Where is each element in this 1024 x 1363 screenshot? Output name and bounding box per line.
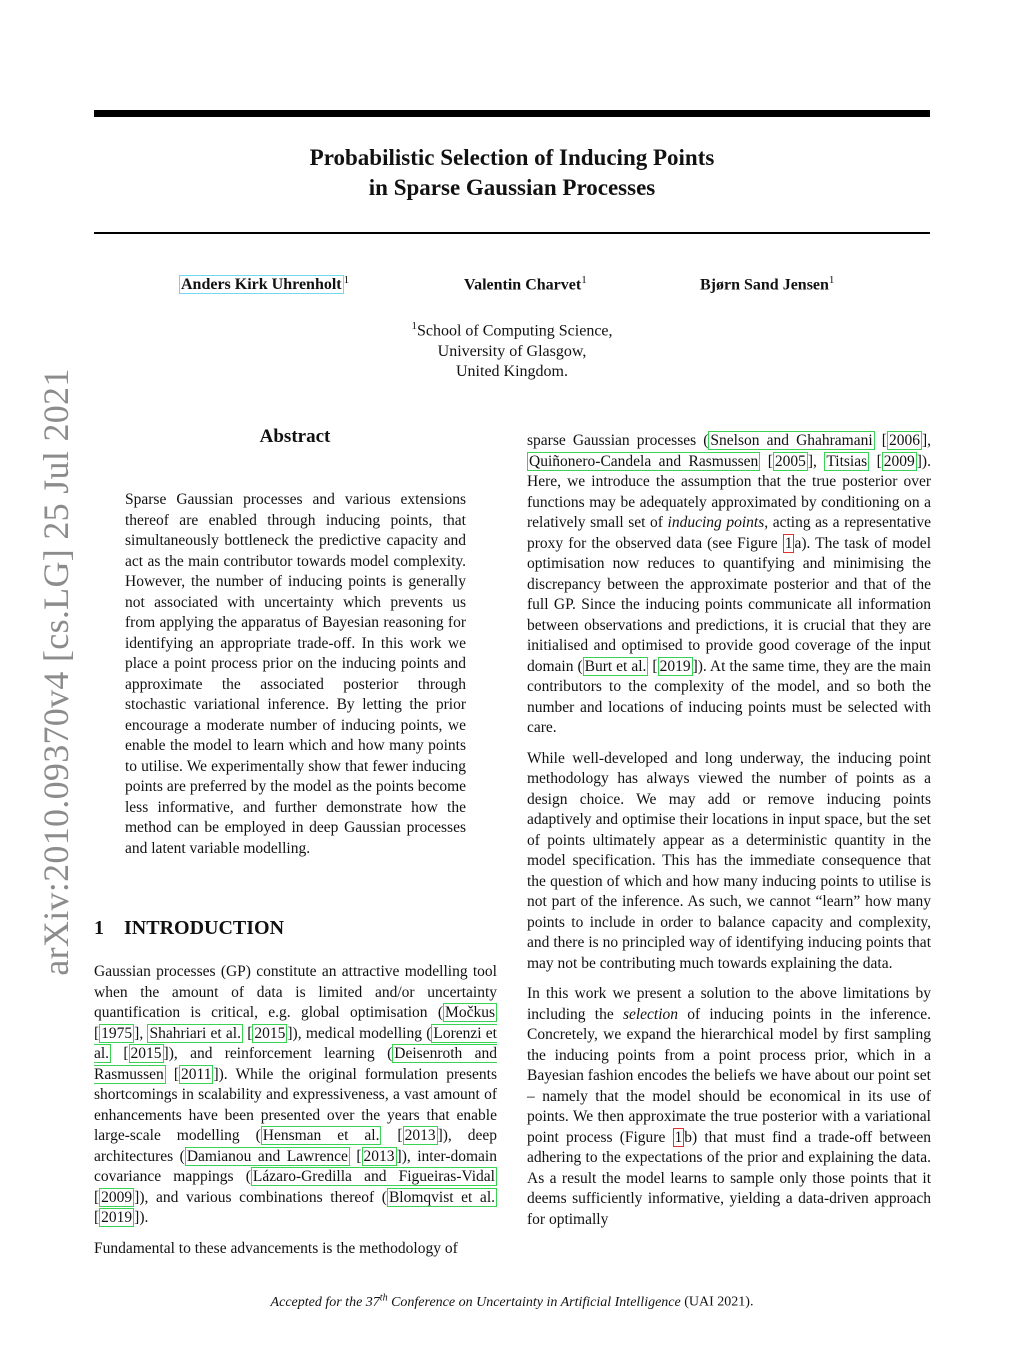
title-line-2: in Sparse Gaussian Processes [368, 175, 656, 200]
citation-link[interactable]: Damianou and Lawrence [186, 1147, 348, 1165]
intro-paragraph-1 [94, 962, 497, 1229]
text-run: [ [874, 432, 887, 449]
citation-link[interactable]: Titsias [826, 452, 868, 470]
figure-ref-link[interactable]: 1 [784, 534, 793, 552]
citation-year-link[interactable]: 2013 [404, 1127, 436, 1144]
author-list [0, 274, 1024, 300]
intro-paragraph-3 [527, 431, 931, 739]
citation-link[interactable]: Quiñonero-Candela and Rasmussen [529, 452, 759, 470]
text-run: of inducing points in the inference. Concretely, we expand the hierarchical model by first sampling the inducing points from a point process prior, which in a Bayesian fashion encodes the beliefs we have about our point set – namely that the model should be economical in its use of points. We then approximate the true posterior with a variational point process (Figure [527, 1005, 931, 1146]
affiliation-line-3: United Kingdom. [456, 363, 568, 381]
citation-year-link[interactable]: 1975 [101, 1024, 133, 1042]
text-run: [ [111, 1045, 129, 1062]
citation-year-link[interactable]: 2009 [883, 452, 915, 470]
text-run: [ [349, 1147, 362, 1165]
citation-year-link[interactable]: 2015 [130, 1045, 162, 1062]
text-run: ], [921, 432, 931, 449]
text-run: ]), deep architectures ( [94, 1127, 498, 1165]
citation-link[interactable]: Močkus [445, 1004, 495, 1021]
text-run: ]). [134, 1209, 149, 1226]
arxiv-side-stamp: arXiv:2010.09370v4 [cs.LG] 25 Jul 2021 [36, 368, 76, 976]
citation-link[interactable]: Lázaro-Gredilla and Figueiras-Vidal [252, 1168, 495, 1185]
paper-title [94, 143, 930, 203]
footer-tail: (UAI 2021). [680, 1294, 754, 1310]
footer-post: Conference on Uncertainty in Artificial Intelligence [387, 1294, 681, 1310]
citation-link[interactable]: Shahriari et al. [149, 1024, 241, 1042]
author-3-sup: 1 [828, 274, 835, 286]
text-run: [ [94, 1188, 100, 1206]
left-column [94, 962, 497, 1269]
text-run: ]), medical modelling ( [287, 1024, 432, 1042]
text-run: ]). Here, we introduce the assumption that the true posterior over functions may be adequately approximated by conditioning on a relatively small set of [527, 452, 931, 531]
affiliation-line-1 [0, 316, 1024, 342]
page-footer [0, 1292, 1024, 1311]
footer-sup: th [379, 1292, 388, 1303]
text-run: b) that must find a trade-off between adhering to the expectations of the prior and explaining the data. As a result the model learns to sample only those points that it deems sufficiently informative, yielding a data-driven approach for optimally [527, 1128, 931, 1228]
text-run: , acting as a representative proxy for the observed data (see Figure [527, 514, 931, 552]
text-run: In this work we present a solution to the above limitations by including the [527, 985, 931, 1023]
author-1-link[interactable]: Anders Kirk Uhrenholt [181, 276, 342, 294]
author-1 [179, 274, 349, 294]
text-run: [ [648, 657, 658, 675]
affiliation-sup: 1 [411, 320, 417, 332]
emphasis: inducing points [667, 514, 765, 531]
citation-year-link[interactable]: 2011 [181, 1065, 212, 1083]
citation-year-link[interactable]: 2015 [254, 1024, 286, 1042]
text-run: [ [760, 452, 773, 470]
footer-pre: Accepted for the 37 [270, 1294, 380, 1310]
citation-link[interactable]: Hensman et al. [262, 1127, 380, 1144]
citation-link[interactable]: Deisenroth and Rasmussen [94, 1045, 497, 1083]
citation-year-link[interactable]: 2019 [101, 1209, 133, 1226]
author-2-name: Valentin Charvet [464, 276, 582, 294]
citation-link[interactable]: Lorenzi et al. [94, 1024, 497, 1062]
text-run: [ [381, 1127, 403, 1144]
abstract-heading: Abstract [259, 426, 331, 447]
text-run: ]), and reinforcement learning ( [163, 1045, 393, 1062]
text-run: sparse Gaussian processes ( [527, 432, 709, 449]
top-rule [94, 110, 930, 117]
affiliation [0, 316, 1024, 383]
author-3 [700, 274, 834, 294]
text-run: ]). At the same time, they are the main contributors to the complexity of the model, and so both the number and locations of inducing points must be selected with care. [527, 657, 931, 736]
section-number: 1 [94, 917, 104, 939]
section-heading [94, 917, 284, 940]
author-2-sup: 1 [581, 274, 587, 286]
author-1-sup: 1 [343, 274, 350, 286]
text-run: [ [94, 1209, 100, 1226]
emphasis: selection [622, 1005, 679, 1023]
intro-paragraph-2: Fundamental to these advancements is the methodology of [94, 1239, 458, 1257]
title-rule [94, 232, 930, 234]
author-3-name: Bjørn Sand Jensen [700, 276, 829, 294]
citation-link[interactable]: Snelson and Ghahramani [710, 432, 873, 449]
footer-venue [270, 1292, 681, 1310]
text-run: [ [869, 452, 882, 470]
text-run: a). The task of model optimisation now reduces to quantifying and minimising the discrepancy between the approximate posterior and that of the full GP. Since the inducing points communicate all information between observations and predictions, it is crucial that they are initialised and optimised to provide good coverage of the input domain ( [527, 534, 931, 675]
text-run: ]), inter-domain covariance mappings ( [94, 1147, 497, 1185]
affiliation-line-1-text: School of Computing Science, [416, 322, 613, 340]
text-run: Gaussian processes (GP) constitute an attractive modelling tool when the amount of data is limited and/or uncertainty quantification is critical, e.g. global optimisation ( [94, 963, 497, 1021]
citation-year-link[interactable]: 2019 [659, 657, 691, 675]
right-column [527, 431, 931, 1240]
section-title: INTRODUCTION [124, 917, 285, 939]
text-run: [ [242, 1024, 253, 1042]
text-run: [ [165, 1065, 180, 1083]
intro-paragraph-5 [527, 984, 931, 1230]
text-run: ], [807, 452, 825, 470]
citation-year-link[interactable]: 2013 [363, 1147, 395, 1165]
text-run: ]), and various combinations thereof ( [134, 1188, 387, 1206]
text-run: ], [134, 1024, 148, 1042]
title-line-1: Probabilistic Selection of Inducing Points [309, 145, 715, 170]
citation-link[interactable]: Blomqvist et al. [388, 1188, 495, 1206]
author-2 [464, 274, 587, 294]
citation-year-link[interactable]: 2005 [774, 452, 806, 470]
citation-link[interactable]: Burt et al. [584, 657, 647, 675]
citation-year-link[interactable]: 2006 [888, 432, 920, 449]
text-run: [ [94, 1024, 100, 1042]
figure-ref-link[interactable]: 1 [674, 1128, 683, 1146]
citation-year-link[interactable]: 2009 [101, 1188, 133, 1206]
affiliation-line-2: University of Glasgow, [437, 342, 587, 360]
intro-paragraph-4: While well-developed and long underway, the inducing point methodology has always viewed the number of points as a design choice. We may add or remove inducing points adaptively and optimise their locations in input space, but the set of points ultimately appear as a deterministic quantity in the model specification. This has the immediate consequence that the question of which and how many inducing points to utilise is not part of the inference. As such, we cannot “learn” how many points to include in order to balance capacity and complexity, and there is no principled way of identifying inducing points that may not be contributing much towards explaining the data. [527, 749, 931, 972]
text-run: ]). While the original formulation presents shortcomings in scalability and expressiveness, a vast amount of enhancements have been presented over the years that enable large-scale modelling ( [94, 1065, 497, 1144]
abstract-text: Sparse Gaussian processes and various extensions thereof are enabled through inducing points, that simultaneously bottleneck the predictive capacity and act as the main contributor towards model complexity. However, the number of inducing points is generally not associated with uncertainty which prevents us from applying the apparatus of Bayesian reasoning for identifying an appropriate trade-off. In this work we place a point process prior on the inducing points and approximate the associated posterior through stochastic variational inference. By letting the prior encourage a moderate number of inducing points, we enable the model to learn which and how many points to utilise. We experimentally show that fewer inducing points are preferred by the model as the points become less informative, and further demonstrate how the method can be employed in deep Gaussian processes and latent variable modelling. [125, 491, 466, 857]
